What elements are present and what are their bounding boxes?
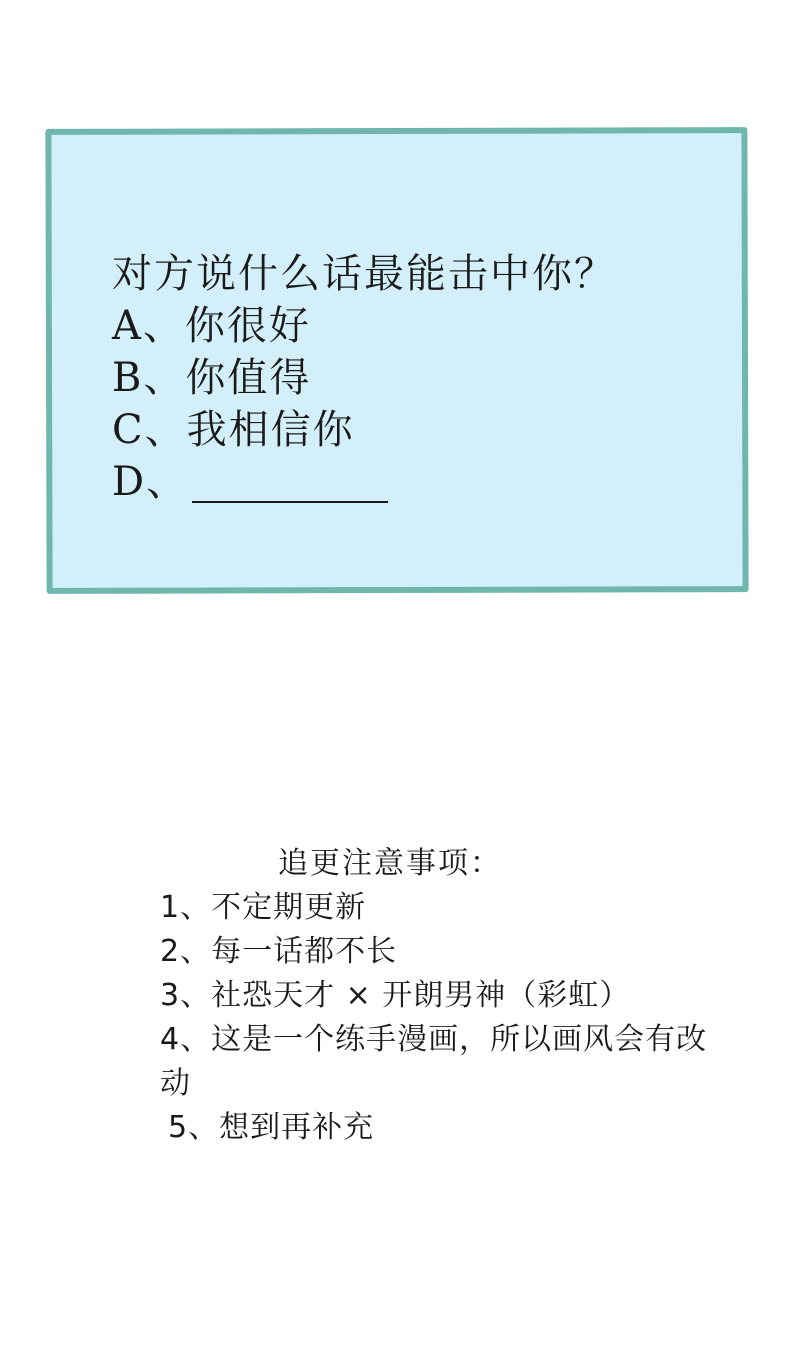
quiz-text-block	[112, 248, 616, 508]
option-letter: B、	[112, 355, 186, 401]
note-item: 4、这是一个练手漫画，所以画风会有改动	[160, 1022, 708, 1101]
quiz-question: 对方说什么话最能击中你？	[112, 251, 616, 297]
note-item: 3、社恐天才 × 开朗男神（彩虹）	[160, 978, 631, 1013]
notes-title: 追更注意事项：	[278, 846, 502, 881]
option-letter: D、	[112, 459, 189, 505]
quiz-option-b	[112, 352, 616, 404]
note-item: 2、每一话都不长	[160, 934, 398, 969]
option-text: 我相信你	[186, 407, 355, 453]
note-item: 1、不定期更新	[160, 890, 367, 925]
quiz-option-a	[112, 300, 616, 352]
option-letter: C、	[112, 407, 187, 453]
quiz-option-c	[112, 404, 616, 456]
option-letter: A、	[112, 303, 185, 349]
option-text: 你值得	[185, 355, 312, 401]
notes-list	[160, 886, 720, 1150]
fill-in-blank-line	[192, 501, 388, 503]
quiz-option-d	[112, 456, 616, 508]
option-text: 你很好	[184, 303, 311, 349]
note-item: 5、想到再补充	[168, 1110, 375, 1145]
